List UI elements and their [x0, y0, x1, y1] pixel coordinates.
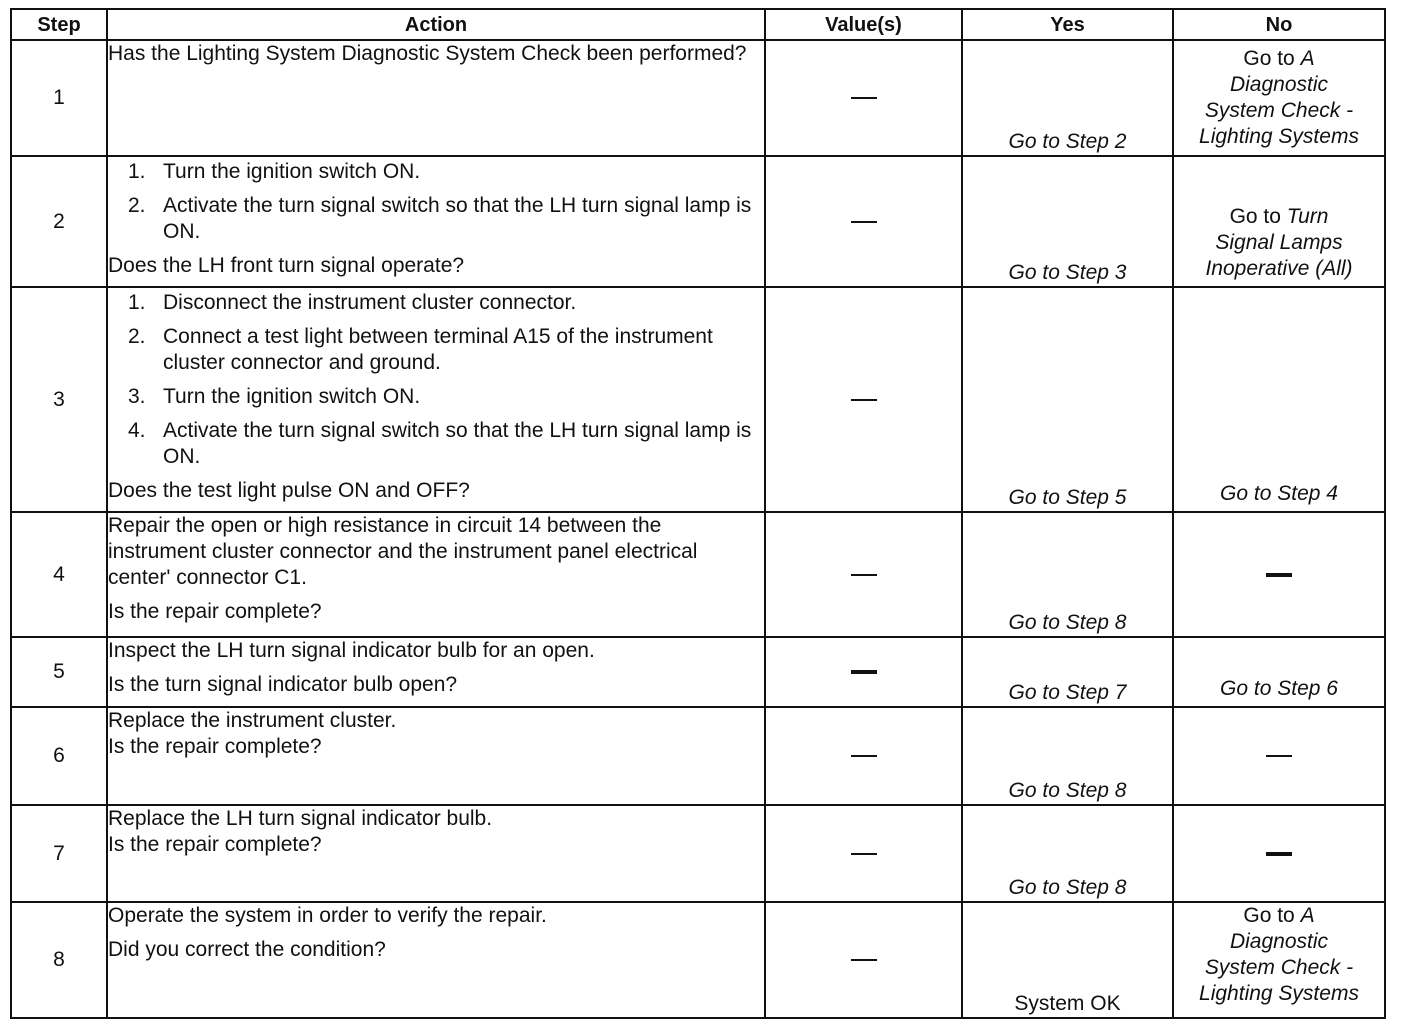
yes-cell: Go to Step 7: [962, 637, 1173, 707]
value-cell: [765, 156, 962, 287]
header-values: Value(s): [765, 9, 962, 40]
action-cell: [107, 637, 765, 707]
action-text: Operate the system in order to verify the repair.: [108, 904, 547, 927]
header-yes: Yes: [962, 9, 1173, 40]
action-cell: [107, 40, 765, 156]
action-text: Repair the open or high resistance in circuit 14 between the instrument cluster connector and the instrument panel electrical center' connector C1.: [108, 514, 698, 589]
table-row: [11, 40, 1385, 156]
value-dash: [851, 97, 877, 99]
table-row: [11, 707, 1385, 805]
value-dash: [851, 399, 877, 401]
action-list-item: 3. Turn the ignition switch ON.: [128, 385, 421, 408]
value-dash: [851, 959, 877, 961]
no-cell: [1173, 156, 1385, 287]
action-question: Is the repair complete?: [108, 600, 322, 623]
no-cell: [1173, 707, 1385, 805]
table-row: [11, 805, 1385, 902]
step-number: 6: [11, 707, 107, 805]
header-action: Action: [107, 9, 765, 40]
no-dash: [1266, 755, 1292, 757]
no-cell: [1173, 902, 1385, 1018]
action-cell: [107, 902, 765, 1018]
no-link-first: A: [1300, 904, 1315, 927]
step-number: 8: [11, 902, 107, 1018]
no-link-line: Diagnostic: [1229, 73, 1329, 96]
yes-cell: System OK: [962, 902, 1173, 1018]
value-dash: [851, 574, 877, 576]
no-prefix: Go to: [1243, 47, 1295, 70]
no-link-line: Lighting Systems: [1199, 125, 1359, 148]
value-dash: [851, 221, 877, 223]
diagnostic-table: [10, 8, 1386, 1019]
value-cell: [765, 707, 962, 805]
action-question: Did you correct the condition?: [108, 938, 386, 961]
step-number: 5: [11, 637, 107, 707]
yes-cell: Go to Step 5: [962, 287, 1173, 512]
action-question: Is the repair complete?: [108, 735, 322, 758]
action-list-item: 2. Connect a test light between terminal A15 of the instrument cluster connector and ground.: [128, 325, 713, 374]
action-list-item: 1. Disconnect the instrument cluster connector.: [128, 291, 577, 314]
action-list-item: 4. Activate the turn signal switch so that the LH turn signal lamp is ON.: [128, 419, 752, 468]
yes-cell: Go to Step 2: [962, 40, 1173, 156]
step-number: 7: [11, 805, 107, 902]
no-dash: [1266, 573, 1292, 577]
no-cell: [1173, 512, 1385, 637]
no-cell: Go to Step 4: [1173, 287, 1385, 512]
action-cell: [107, 156, 765, 287]
step-number: 3: [11, 287, 107, 512]
table-row: [11, 637, 1385, 707]
table-row: [11, 156, 1385, 287]
no-link-line: System Check -: [1204, 956, 1354, 979]
action-text: Inspect the LH turn signal indicator bulb for an open.: [108, 639, 595, 662]
step-number: 4: [11, 512, 107, 637]
yes-cell: Go to Step 8: [962, 805, 1173, 902]
action-list-item: 1. Turn the ignition switch ON.: [128, 160, 421, 183]
value-dash: [851, 670, 877, 674]
no-link-line: Signal Lamps: [1215, 231, 1343, 254]
no-link-line: System Check -: [1204, 99, 1354, 122]
action-cell: [107, 287, 765, 512]
yes-cell: Go to Step 3: [962, 156, 1173, 287]
value-cell: [765, 902, 962, 1018]
no-link-line: Diagnostic: [1229, 930, 1329, 953]
value-cell: [765, 805, 962, 902]
header-row: [11, 9, 1385, 40]
action-list: [108, 290, 764, 470]
action-question: Is the turn signal indicator bulb open?: [108, 673, 458, 696]
action-cell: [107, 512, 765, 637]
no-cell: Go to Step 6: [1173, 637, 1385, 707]
action-text: Replace the LH turn signal indicator bulb.: [108, 807, 493, 830]
header-step: Step: [11, 9, 107, 40]
action-cell: [107, 707, 765, 805]
table-row: [11, 902, 1385, 1018]
table-row: [11, 287, 1385, 512]
action-text: Has the Lighting System Diagnostic System Check been performed?: [108, 42, 747, 65]
yes-cell: Go to Step 8: [962, 707, 1173, 805]
value-dash: [851, 755, 877, 757]
yes-cell: Go to Step 8: [962, 512, 1173, 637]
action-list-item: 2. Activate the turn signal switch so that the LH turn signal lamp is ON.: [128, 194, 752, 243]
value-dash: [851, 853, 877, 855]
action-cell: [107, 805, 765, 902]
value-cell: [765, 287, 962, 512]
table-row: [11, 512, 1385, 637]
action-question: Is the repair complete?: [108, 833, 322, 856]
no-prefix: Go to: [1243, 904, 1295, 927]
action-text: Replace the instrument cluster.: [108, 709, 397, 732]
step-number: 1: [11, 40, 107, 156]
no-cell: [1173, 805, 1385, 902]
action-list: [108, 159, 764, 245]
no-link-line: Inoperative (All): [1205, 257, 1353, 280]
step-number: 2: [11, 156, 107, 287]
no-link-first: Turn: [1286, 205, 1329, 228]
value-cell: [765, 637, 962, 707]
no-cell: [1173, 40, 1385, 156]
no-link-line: Lighting Systems: [1199, 982, 1359, 1005]
action-question: Does the test light pulse ON and OFF?: [108, 479, 470, 502]
action-question: Does the LH front turn signal operate?: [108, 254, 465, 277]
header-no: No: [1173, 9, 1385, 40]
no-prefix: Go to: [1229, 205, 1281, 228]
value-cell: [765, 512, 962, 637]
no-dash: [1266, 852, 1292, 856]
no-link-first: A: [1300, 47, 1315, 70]
value-cell: [765, 40, 962, 156]
